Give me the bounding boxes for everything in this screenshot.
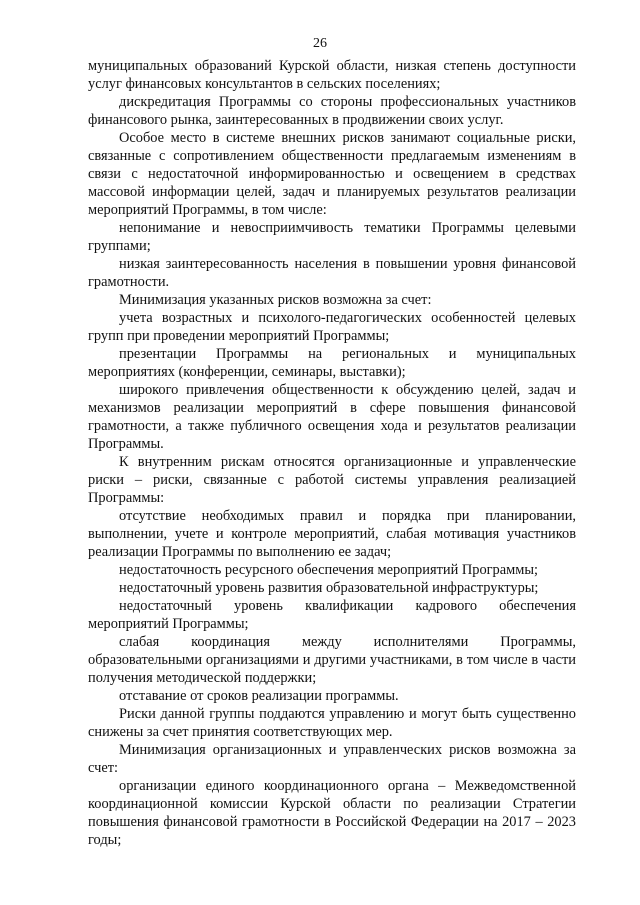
paragraph: Минимизация организационных и управленческих рисков возможна за счет: <box>88 742 576 776</box>
paragraph: широкого привлечения общественности к обсуждению целей, задач и механизмов реализации мероприятий в сфере повышения финансовой грамотности, а также публичного освещения хода и результатов реализации Программы. <box>88 382 576 452</box>
paragraph: Минимизация указанных рисков возможна за счет: <box>119 292 432 308</box>
paragraph: муниципальных образований Курской области, низкая степень доступности услуг финансовых консультантов в сельских поселениях; <box>88 58 576 92</box>
paragraph: недостаточный уровень развития образовательной инфраструктуры; <box>119 580 539 596</box>
paragraph: презентации Программы на региональных и муниципальных мероприятиях (конференции, семинары, выставки); <box>88 346 576 380</box>
paragraph: непонимание и невосприимчивость тематики Программы целевыми группами; <box>88 220 576 254</box>
paragraph: Особое место в системе внешних рисков занимают социальные риски, связанные с сопротивлением общественности предлагаемым изменениям в связи с недостаточной информированностью и освещением в средствах массовой информации целей, задач и планируемых результатов реализации мероприятий Программы, в том числе: <box>88 130 576 218</box>
paragraph: недостаточность ресурсного обеспечения мероприятий Программы; <box>119 562 539 578</box>
paragraph: недостаточный уровень квалификации кадрового обеспечения мероприятий Программы; <box>88 598 576 632</box>
paragraph: Риски данной группы поддаются управлению и могут быть существенно снижены за счет принятия соответствующих мер. <box>88 706 576 740</box>
paragraph: К внутренним рискам относятся организационные и управленческие риски – риски, связанные с работой системы управления реализацией Программы: <box>88 454 576 506</box>
paragraph: учета возрастных и психолого-педагогических особенностей целевых групп при проведении мероприятий Программы; <box>88 310 576 344</box>
paragraph: слабая координация между исполнителями Программы, образовательными организациями и другими участниками, в том числе в части получения методической поддержки; <box>88 634 576 686</box>
page-number: 26 <box>313 36 327 51</box>
paragraph: организации единого координационного органа – Межведомственной координационной комиссии Курской области по реализации Стратегии повышения финансовой грамотности в Российской Федерации на 2017 – 2023 годы; <box>88 778 576 848</box>
paragraph: дискредитация Программы со стороны профессиональных участников финансового рынка, заинтересованных в продвижении своих услуг. <box>88 94 576 128</box>
document-body <box>88 57 576 849</box>
paragraph: отставание от сроков реализации программы. <box>119 688 399 704</box>
paragraph: низкая заинтересованность населения в повышении уровня финансовой грамотности. <box>88 256 576 290</box>
paragraph: отсутствие необходимых правил и порядка при планировании, выполнении, учете и контроле мероприятий, слабая мотивация участников реализации Программы по выполнению ее задач; <box>88 508 576 560</box>
